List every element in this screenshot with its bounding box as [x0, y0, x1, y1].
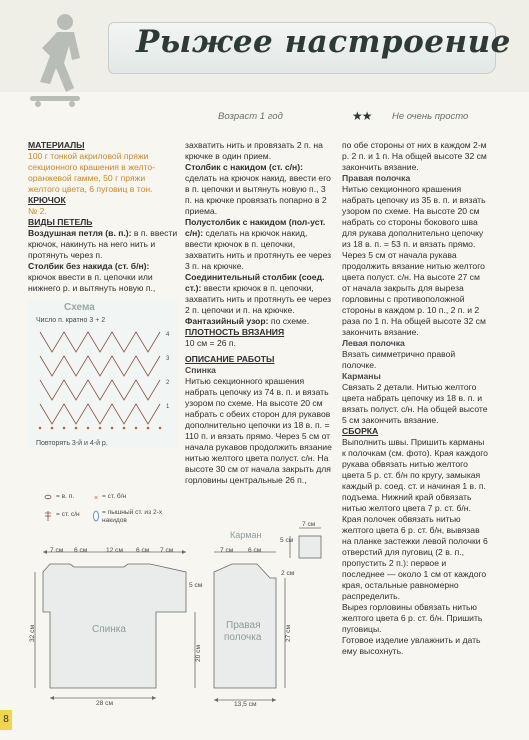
page-number: 8: [0, 710, 12, 730]
back-piece-label: Спинка: [92, 624, 126, 635]
column-1: [28, 140, 178, 294]
schema-title: Схема: [64, 302, 95, 313]
work-heading: ОПИСАНИЕ РАБОТЫ: [185, 354, 275, 364]
dim-32cm: 32 см: [29, 625, 36, 642]
svg-text:3: 3: [166, 356, 170, 362]
dim-pocket-5cm: 5 см: [280, 537, 294, 544]
loops-heading: ВИДЫ ПЕТЕЛЬ: [28, 217, 93, 227]
dim-7cm-c: 7 см: [220, 547, 234, 554]
dim-7cm-a: 7 см: [50, 547, 64, 554]
dim-pocket-7cm: 7 см: [302, 521, 316, 528]
legend-dc: = ст. с/н: [56, 511, 80, 518]
column-2: [185, 140, 333, 486]
pockets-text: Связать 2 детали. Нитью желтого цвета набрать цепочку из 18 в. п. и вязать полуст. с/н. На общей высоте 5 см закончить вязание.: [342, 382, 488, 425]
pocket-label: Карман: [230, 530, 262, 540]
hook-heading: КРЮЧОК: [28, 195, 66, 205]
dim-7cm-b: 7 см: [160, 547, 174, 554]
svg-text:×: ×: [94, 495, 99, 502]
dc-text: Столбик с накидом (ст. с/н): сделать на крючок накид, ввести его в п. цепочки и вытянуть новую п., 3 п. на крючке провязать попарно в 2 приема.: [185, 162, 331, 216]
pockets-heading: Карманы: [342, 371, 381, 381]
chain-stitch-text: Воздушная петля (в. п.): в п. ввести крючок, накинуть на него нить и протянуть через п.: [28, 228, 178, 260]
dim-13-5cm: 13,5 см: [234, 701, 257, 708]
dim-28cm: 28 см: [96, 700, 113, 707]
age-label: Возраст 1 год: [218, 111, 283, 122]
right-front-heading: Правая полочка: [342, 173, 411, 183]
difficulty-label: Не очень просто: [392, 111, 469, 122]
dim-5cm: 5 см: [189, 582, 203, 589]
schema-footnote: Повторять 3-й и 4-й р.: [36, 440, 108, 447]
col3-intro: по обе стороны от них в каждом 2-м р. 2 п. и 1 п. На общей высоте 32 см закончить вязание.: [342, 140, 487, 172]
materials-heading: МАТЕРИАЛЫ: [28, 140, 85, 150]
left-front-heading: Левая полочка: [342, 338, 405, 348]
front-piece-label-2: полочка: [224, 632, 262, 643]
dim-27cm: 27 см: [285, 625, 292, 642]
neckline-text: Вырез горловины обвязать нитью желтого цвета 6 р. ст. б/н. Пришить пуговицы.: [342, 602, 483, 634]
meta-bar: [214, 111, 474, 124]
page-title: Рыжее настроение: [136, 24, 511, 60]
hdc-text: Полустолбик с накидом (пол-уст. с/н): сделать на крючок накид, ввести крючок в п. цепочки, захватить нить и протянуть ее через 3 п. на крючке.: [185, 217, 332, 271]
materials-text: 100 г тонкой акриловой пряжи секционного крашения в желто-оранжевой гамме, 50 г пряжи желтого цвета, 6 пуговиц в тон.: [28, 151, 155, 194]
right-front-text: Нитью секционного крашения набрать цепочку из 35 в. п. и вязать узором по схеме. На высоте 20 см набрать со стороны бокового шва для рукава дополнительно цепочку из 18 в. п. = 53 п. и вязать прямо. Через 5 см от начала рукава продолжить вязание нитью желтого цвета полуст. с/н. На высоте 27 см от начала закрыть для выреза горловины с противоположной стороны в каждом р. 10 п., 2 п. и 2 раза по 1 п. На общей высоте 32 см закончить вязание.: [342, 184, 486, 337]
legend-chain: = в. п.: [56, 493, 75, 500]
difficulty-stars-icon: ★★: [352, 109, 372, 123]
gauge-text: 10 см = 26 п.: [185, 338, 236, 348]
legend-puff: = пышный ст. из 2-х накидов: [102, 509, 163, 524]
assembly-heading: СБОРКА: [342, 426, 379, 436]
svg-text:4: 4: [166, 332, 170, 338]
assembly-text: Выполнить швы. Пришить карманы к полочкам (см. фото). Края каждого рукава обвязать нитью желтого цвета 5 р. ст. б/н по кругу, замыкая каждый р. соед. ст. и начиная 1 в. п. подъема. Нижний край обвязать нитью желтого цвета 7 р. ст. б/н. Края полочек обвязать нитью желтого цвета 6 р. ст. б/н, вывязав на планке застежки левой полочки 6 отверстий для пуговиц (2 в. п., пропустить 2 п.): первое и последнее — около 1 см от каждого края, остальные равномерно распределить.: [342, 437, 488, 601]
back-text: Нитью секционного крашения набрать цепочку из 74 в. п. и вязать узором по схеме. На высоте 20 см набрать с обеих сторон для рукавов дополнительно цепочки из 18 в. п. = 110 п. и вязать прямо. Через 5 см от начала рукавов продолжить вязание нитью желтого цвета полуст. с/н. На высоте 30 см от начала закрыть для горловины центральные 26 п.,: [185, 376, 332, 485]
hook-text: № 2.: [28, 206, 47, 216]
dim-6cm-a: 6 см: [74, 547, 88, 554]
dim-2cm: 2 см: [281, 570, 295, 577]
gauge-heading: ПЛОТНОСТЬ ВЯЗАНИЯ: [185, 327, 285, 337]
svg-text:1: 1: [166, 404, 170, 410]
finishing-text: Готовое изделие увлажнить и дать ему высохнуть.: [342, 635, 481, 656]
svg-text:2: 2: [166, 380, 170, 386]
dim-6cm-b: 6 см: [136, 547, 150, 554]
skater-silhouette-icon: [22, 8, 102, 118]
slip-stitch-text: Соединительный столбик (соед. ст.): ввести крючок в п. цепочки, захватить нить и протянуть ее через 2 п. цепочки и п. на крючке.: [185, 272, 332, 315]
schema-subtitle: Число п. кратно 3 + 2: [36, 317, 106, 324]
front-piece-label-1: Правая: [226, 620, 261, 631]
column-3: [342, 140, 490, 657]
left-front-text: Вязать симметрично правой полочке.: [342, 349, 456, 370]
legend-sc: = ст. б/н: [102, 493, 127, 500]
back-heading: Спинка: [185, 365, 216, 375]
single-crochet-text: Столбик без накида (ст. б/н): крючок ввести в п. цепочки или нижнего р. и вытянуть новую п.,: [28, 261, 156, 293]
dim-20cm: 20 см: [195, 645, 202, 662]
dim-6cm-c: 6 см: [248, 547, 262, 554]
pattern-text: Фантазийный узор: по схеме.: [185, 316, 310, 326]
col2-intro: захватить нить и провязать 2 п. на крючке в один прием.: [185, 140, 323, 161]
dim-12cm: 12 см: [106, 547, 123, 554]
